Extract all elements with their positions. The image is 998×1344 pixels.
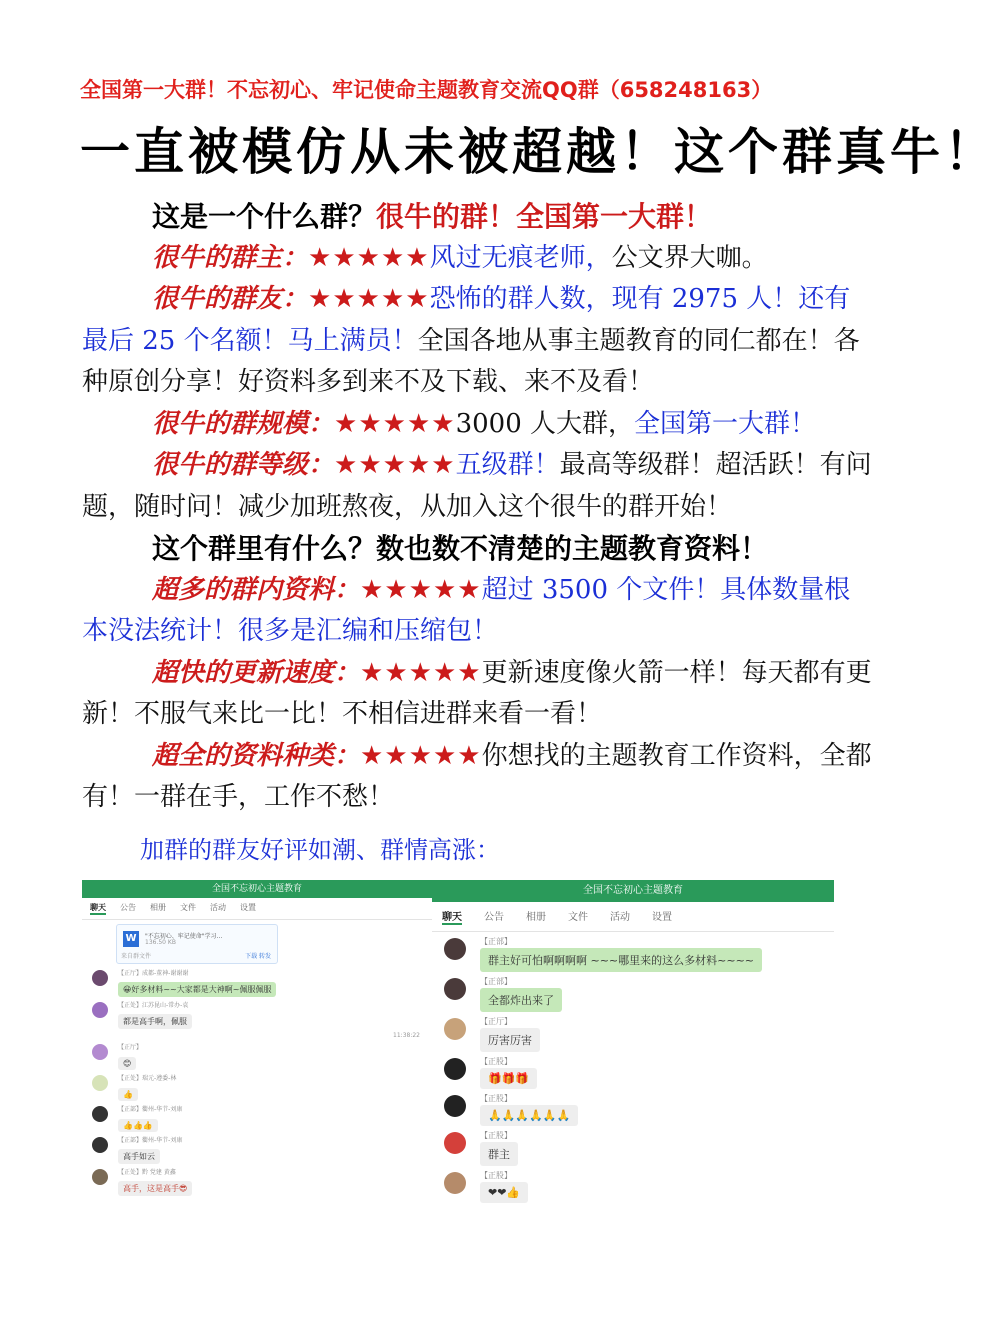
members-label: 很牛的群友： xyxy=(152,284,309,314)
scale-size: 3000 人大群， xyxy=(455,408,634,439)
body-text xyxy=(82,196,872,819)
avatar xyxy=(444,1058,466,1080)
files-desc: 超过 3500 个文件！具体数量根本没法统计！很多是汇编和压缩包！ xyxy=(82,574,851,646)
message-bubble: 全都炸出来了 xyxy=(480,988,562,1012)
message-bubble: 🎁🎁🎁 xyxy=(480,1068,537,1089)
star-rating: ★★★★★ xyxy=(308,242,430,273)
chat-message xyxy=(440,936,826,972)
chat-message xyxy=(88,1104,426,1132)
sender-meta: 【正部】 xyxy=(480,937,512,946)
avatar xyxy=(92,970,108,986)
tab-album[interactable]: 相册 xyxy=(150,903,166,912)
avatar xyxy=(92,1075,108,1091)
message-bubble: 群主 xyxy=(480,1142,518,1166)
section-question-1 xyxy=(82,196,872,238)
tab-settings[interactable]: 设置 xyxy=(240,903,256,912)
group-banner-line: 全国第一大群！不忘初心、牢记使命主题教育交流QQ群（658248163） xyxy=(80,78,773,102)
avatar xyxy=(92,1106,108,1122)
chat-message xyxy=(88,1073,426,1101)
tab-settings[interactable]: 设置 xyxy=(652,912,672,923)
level-label: 很牛的群等级： xyxy=(152,450,335,480)
chat-title: 全国不忘初心主题教育 xyxy=(82,880,432,898)
sender-meta: 【正股】 xyxy=(480,1131,512,1140)
sender-meta: 【正部】衢州-华节-刘康 xyxy=(118,1137,183,1144)
shared-file-card[interactable] xyxy=(116,924,278,964)
chat-message xyxy=(440,1093,826,1126)
owner-line xyxy=(82,238,872,280)
word-file-icon: W xyxy=(123,931,139,947)
avatar xyxy=(444,938,466,960)
sender-meta: 【正股】 xyxy=(480,1171,512,1180)
avatar xyxy=(92,1002,108,1018)
chat-screenshot-left xyxy=(82,880,433,1193)
speed-desc: 更新速度像火箭一样！每天都有更新！不服气来比一比！不相信进群来看一看！ xyxy=(82,657,872,729)
tab-notice[interactable]: 公告 xyxy=(484,912,504,923)
scale-label: 很牛的群规模： xyxy=(152,408,335,439)
message-bubble: 高手，这是高手😎 xyxy=(118,1181,192,1196)
file-actions[interactable]: 下载 转发 xyxy=(245,953,271,960)
sender-meta: 【正处】瑞元-遵委-林 xyxy=(118,1075,177,1082)
chat-message xyxy=(88,1000,426,1029)
sender-meta: 【正处】江苏昆山-常办-袁 xyxy=(118,1002,189,1009)
file-name: "不忘初心、牢记使命"学习... xyxy=(145,933,223,940)
avatar xyxy=(444,1172,466,1194)
review-heading: 加群的群友好评如潮、群情高涨： xyxy=(140,836,500,864)
message-bubble: 都是高手啊，佩服 xyxy=(118,1014,192,1029)
chat-message xyxy=(88,1135,426,1164)
chat-message xyxy=(440,1130,826,1166)
variety-label: 超全的资料种类： xyxy=(152,740,361,771)
page-headline: 一直被模仿从未被超越！这个群真牛！ xyxy=(80,122,998,181)
sender-meta: 【正股】 xyxy=(480,1094,512,1103)
members-desc: 全国各地从事主题教育的同仁都在！各种原创分享！好资料多到来不及下载、来不及看！ xyxy=(82,325,860,397)
file-source: 来自群文件 xyxy=(121,953,152,960)
avatar xyxy=(92,1137,108,1153)
chat-message xyxy=(88,1042,426,1070)
file-size: 136.50 KB xyxy=(145,939,176,946)
sender-meta: 【正处】黔 党建 黄鑫 xyxy=(118,1169,176,1176)
question-answer: 很牛的群！全国第一大群！ xyxy=(376,200,713,233)
question-text: 这是一个什么群？ xyxy=(152,200,377,233)
members-count: 恐怖的群人数，现有 2975 人！还有最后 25 个名额！马上满员！ xyxy=(82,284,851,356)
message-bubble: 高手如云 xyxy=(118,1149,160,1164)
chat-message xyxy=(440,1056,826,1089)
sender-meta: 【正部】 xyxy=(480,977,512,986)
level-grade: 五级群！ xyxy=(455,450,560,480)
variety-line xyxy=(82,736,872,819)
chat-message xyxy=(440,1170,826,1203)
chat-message xyxy=(88,1167,426,1196)
members-line xyxy=(82,279,872,404)
message-bubble: ❤❤👍 xyxy=(480,1182,528,1203)
speed-label: 超快的更新速度： xyxy=(152,657,361,688)
message-timestamp: 11:38:22 xyxy=(393,1032,420,1039)
message-bubble: 😊 xyxy=(118,1057,136,1070)
level-desc: 最高等级群！超活跃！有问题，随时问！减少加班熬夜，从加入这个很牛的群开始！ xyxy=(82,450,872,522)
sender-meta: 【正厅】成都-董神-谢谢谢 xyxy=(118,970,189,977)
message-bubble: 👍👍👍 xyxy=(118,1119,158,1132)
message-bubble: 🙏🙏🙏🙏🙏🙏 xyxy=(480,1105,578,1126)
tab-album[interactable]: 相册 xyxy=(526,912,546,923)
message-bubble: 群主好可怕啊啊啊啊 ~~~哪里来的这么多材料~~~~ xyxy=(480,948,762,972)
files-line xyxy=(82,570,872,653)
star-rating: ★★★★★ xyxy=(360,657,482,688)
avatar xyxy=(444,978,466,1000)
sender-meta: 【正部】衢州-华节-刘康 xyxy=(118,1106,183,1113)
star-rating: ★★★★★ xyxy=(334,450,456,480)
owner-label: 很牛的群主： xyxy=(152,242,309,273)
star-rating: ★★★★★ xyxy=(334,408,456,439)
chat-message xyxy=(440,976,826,1012)
chat-message xyxy=(88,968,426,997)
message-bubble: 厉害厉害 xyxy=(480,1028,540,1052)
tab-files[interactable]: 文件 xyxy=(568,912,588,923)
tab-notice[interactable]: 公告 xyxy=(120,903,136,912)
message-bubble: 😀好多材料~~大家都是大神啊~佩服佩服 xyxy=(118,982,276,997)
scale-line xyxy=(82,404,872,446)
star-rating: ★★★★★ xyxy=(360,740,482,771)
tab-activity[interactable]: 活动 xyxy=(610,912,630,923)
files-label: 超多的群内资料： xyxy=(152,574,361,605)
section-question-2: 这个群里有什么？数也数不清楚的主题教育资料！ xyxy=(152,532,769,565)
owner-name: 风过无痕老师， xyxy=(429,242,612,273)
tab-files[interactable]: 文件 xyxy=(180,903,196,912)
avatar xyxy=(444,1095,466,1117)
chat-screenshot-right xyxy=(432,880,834,1199)
tab-activity[interactable]: 活动 xyxy=(210,903,226,912)
level-line xyxy=(82,445,872,528)
chat-tabs xyxy=(432,902,834,932)
variety-desc: 你想找的主题教育工作资料，全都有！一群在手，工作不愁！ xyxy=(82,740,872,812)
chat-tabs xyxy=(82,898,432,920)
chat-message xyxy=(440,1016,826,1052)
tab-chat[interactable]: 聊天 xyxy=(90,902,106,915)
avatar xyxy=(444,1018,466,1040)
chat-title: 全国不忘初心主题教育 xyxy=(432,880,834,902)
avatar xyxy=(444,1132,466,1154)
speed-line xyxy=(82,653,872,736)
star-rating: ★★★★★ xyxy=(360,574,482,605)
star-rating: ★★★★★ xyxy=(308,284,430,314)
avatar xyxy=(92,1169,108,1185)
scale-rank: 全国第一大群！ xyxy=(634,408,817,439)
sender-meta: 【正厅】 xyxy=(118,1044,143,1051)
avatar xyxy=(92,1044,108,1060)
message-bubble: 👍 xyxy=(118,1088,138,1101)
owner-desc: 公文界大咖。 xyxy=(611,242,768,273)
sender-meta: 【正厅】 xyxy=(480,1017,512,1026)
sender-meta: 【正股】 xyxy=(480,1057,512,1066)
tab-chat[interactable]: 聊天 xyxy=(442,908,462,925)
